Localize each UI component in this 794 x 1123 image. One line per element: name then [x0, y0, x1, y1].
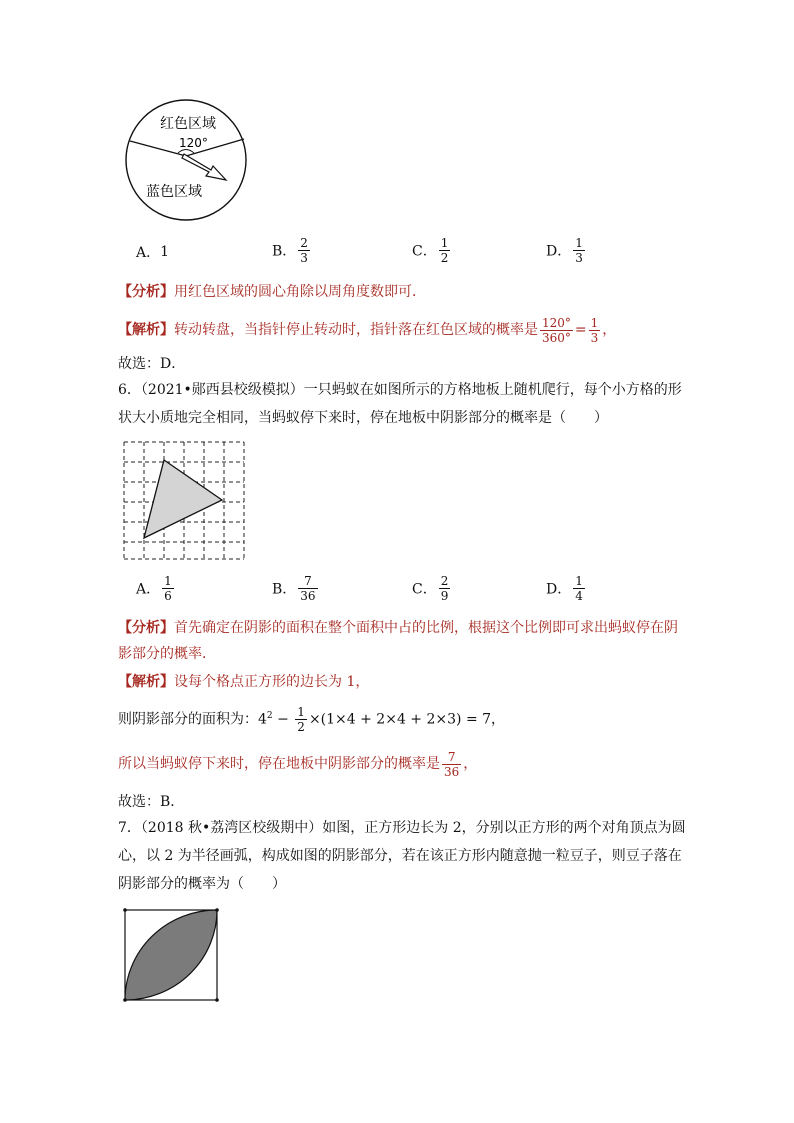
solution-tag: 【解析】 — [118, 674, 174, 690]
pointer-arrow — [182, 154, 226, 180]
q7-stem-line-1: 7．（2018 秋•荔湾区校级期中）如图，正方形边长为 2，分别以正方形的两个对角顶点为圆 — [118, 820, 686, 836]
option-fraction: $\frac{1}{3}$ — [575, 236, 583, 265]
option-fraction: $\frac{7}{36}$ — [300, 574, 316, 603]
q6-analysis-line-1 — [118, 618, 678, 638]
vertex-dot-bottom-right — [215, 998, 219, 1002]
option-fraction: $\frac{1}{6}$ — [164, 574, 172, 603]
area-minus: − — [272, 711, 294, 728]
solution-text: 设每个格点正方形的边长为 1， — [174, 674, 370, 690]
q5-solution — [118, 314, 616, 346]
area-base: 4 — [258, 711, 267, 728]
option-letter: D． — [546, 243, 572, 260]
probability-fraction: $\frac{7}{36}$ — [444, 749, 460, 779]
q6-probability — [118, 746, 477, 782]
blue-region-label: 蓝色区域 — [146, 184, 202, 200]
option-fraction: $\frac{1}{4}$ — [575, 574, 583, 603]
red-region-label: 红色区域 — [160, 116, 216, 132]
probability-text: 所以当蚂蚁停下来时，停在地板中阴影部分的概率是 — [118, 756, 440, 772]
vertex-dot-top-right — [215, 908, 219, 912]
area-prefix: 则阴影部分的面积为： — [118, 711, 258, 728]
option-fraction: $\frac{2}{3}$ — [300, 236, 308, 265]
option-fraction: $\frac{1}{2}$ — [440, 236, 449, 265]
q5-option-d[interactable] — [546, 236, 587, 265]
option-letter: A． — [136, 245, 161, 261]
analysis-text: 用红色区域的圆心角除以周角度数即可． — [174, 284, 426, 300]
q6-area-formula — [118, 698, 505, 738]
solution-end: ， — [602, 322, 617, 338]
area-exponent: 2 — [266, 711, 273, 721]
angle-label: 120° — [179, 136, 208, 150]
square-arcs-figure — [120, 906, 222, 1004]
q6-stem-line-2: 状大小质地完全相同，当蚂蚁停下来时，停在地板中阴影部分的概率是（ ） — [118, 410, 608, 426]
shaded-triangle — [144, 460, 222, 538]
q6-option-c[interactable] — [412, 574, 452, 603]
area-half-fraction: $\frac{1}{2}$ — [297, 705, 305, 735]
q7-stem-line-3: 阴影部分的概率为（ ） — [118, 876, 286, 892]
q6-solution — [118, 672, 369, 692]
q5-option-b[interactable] — [272, 236, 312, 265]
option-letter: D． — [546, 581, 572, 598]
q6-option-d[interactable] — [546, 574, 587, 603]
area-rest: ×(1×4 + 2×4 + 2×3) = 7， — [308, 711, 506, 728]
angle-arc — [178, 150, 194, 154]
q7-stem-line-2: 心，以 2 为半径画弧，构成如图的阴影部分，若在该正方形内随意抛一粒豆子，则豆子落在 — [118, 848, 682, 864]
q6-analysis-line-2: 影部分的概率． — [118, 646, 216, 662]
grid-figure — [120, 438, 248, 564]
q6-option-b[interactable] — [272, 574, 320, 603]
option-letter: B． — [272, 581, 297, 598]
q6-stem-line-1: 6．（2021•郧西县校级模拟）一只蚂蚁在如图所示的方格地板上随机爬行，每个小方格的形 — [118, 382, 682, 398]
option-letter: C． — [412, 243, 437, 260]
q6-option-a[interactable] — [136, 574, 176, 603]
option-letter: A． — [136, 581, 161, 598]
spinner-radius-left — [130, 141, 186, 156]
q5-analysis — [118, 282, 426, 302]
option-value: 1 — [160, 244, 170, 260]
spinner-figure — [118, 92, 254, 228]
option-letter: B． — [272, 243, 297, 260]
option-letter: C． — [412, 581, 437, 598]
solution-text: 转动转盘，当指针停止转动时，指针落在红色区域的概率是 — [174, 322, 538, 338]
vertex-dot-top-left — [123, 908, 127, 912]
q5-option-c[interactable] — [412, 236, 452, 265]
equals-sign: = — [574, 322, 587, 338]
solution-fraction-angle: $\frac{120^\circ}{360^\circ}$ — [542, 315, 571, 345]
q5-answer: 故选：D． — [118, 356, 186, 372]
option-fraction: $\frac{2}{9}$ — [440, 574, 449, 603]
solution-fraction-result: $\frac{1}{3}$ — [590, 315, 599, 345]
q5-option-a[interactable] — [136, 242, 169, 262]
analysis-tag: 【分析】 — [118, 620, 174, 636]
analysis-text: 首先确定在阴影的面积在整个面积中占的比例，根据这个比例即可求出蚂蚁停在阴 — [174, 620, 678, 636]
probability-end: ， — [463, 756, 478, 772]
vertex-dot-bottom-left — [123, 998, 127, 1002]
analysis-tag: 【分析】 — [118, 284, 174, 300]
solution-tag: 【解析】 — [118, 322, 174, 338]
q6-answer: 故选：B． — [118, 794, 185, 810]
